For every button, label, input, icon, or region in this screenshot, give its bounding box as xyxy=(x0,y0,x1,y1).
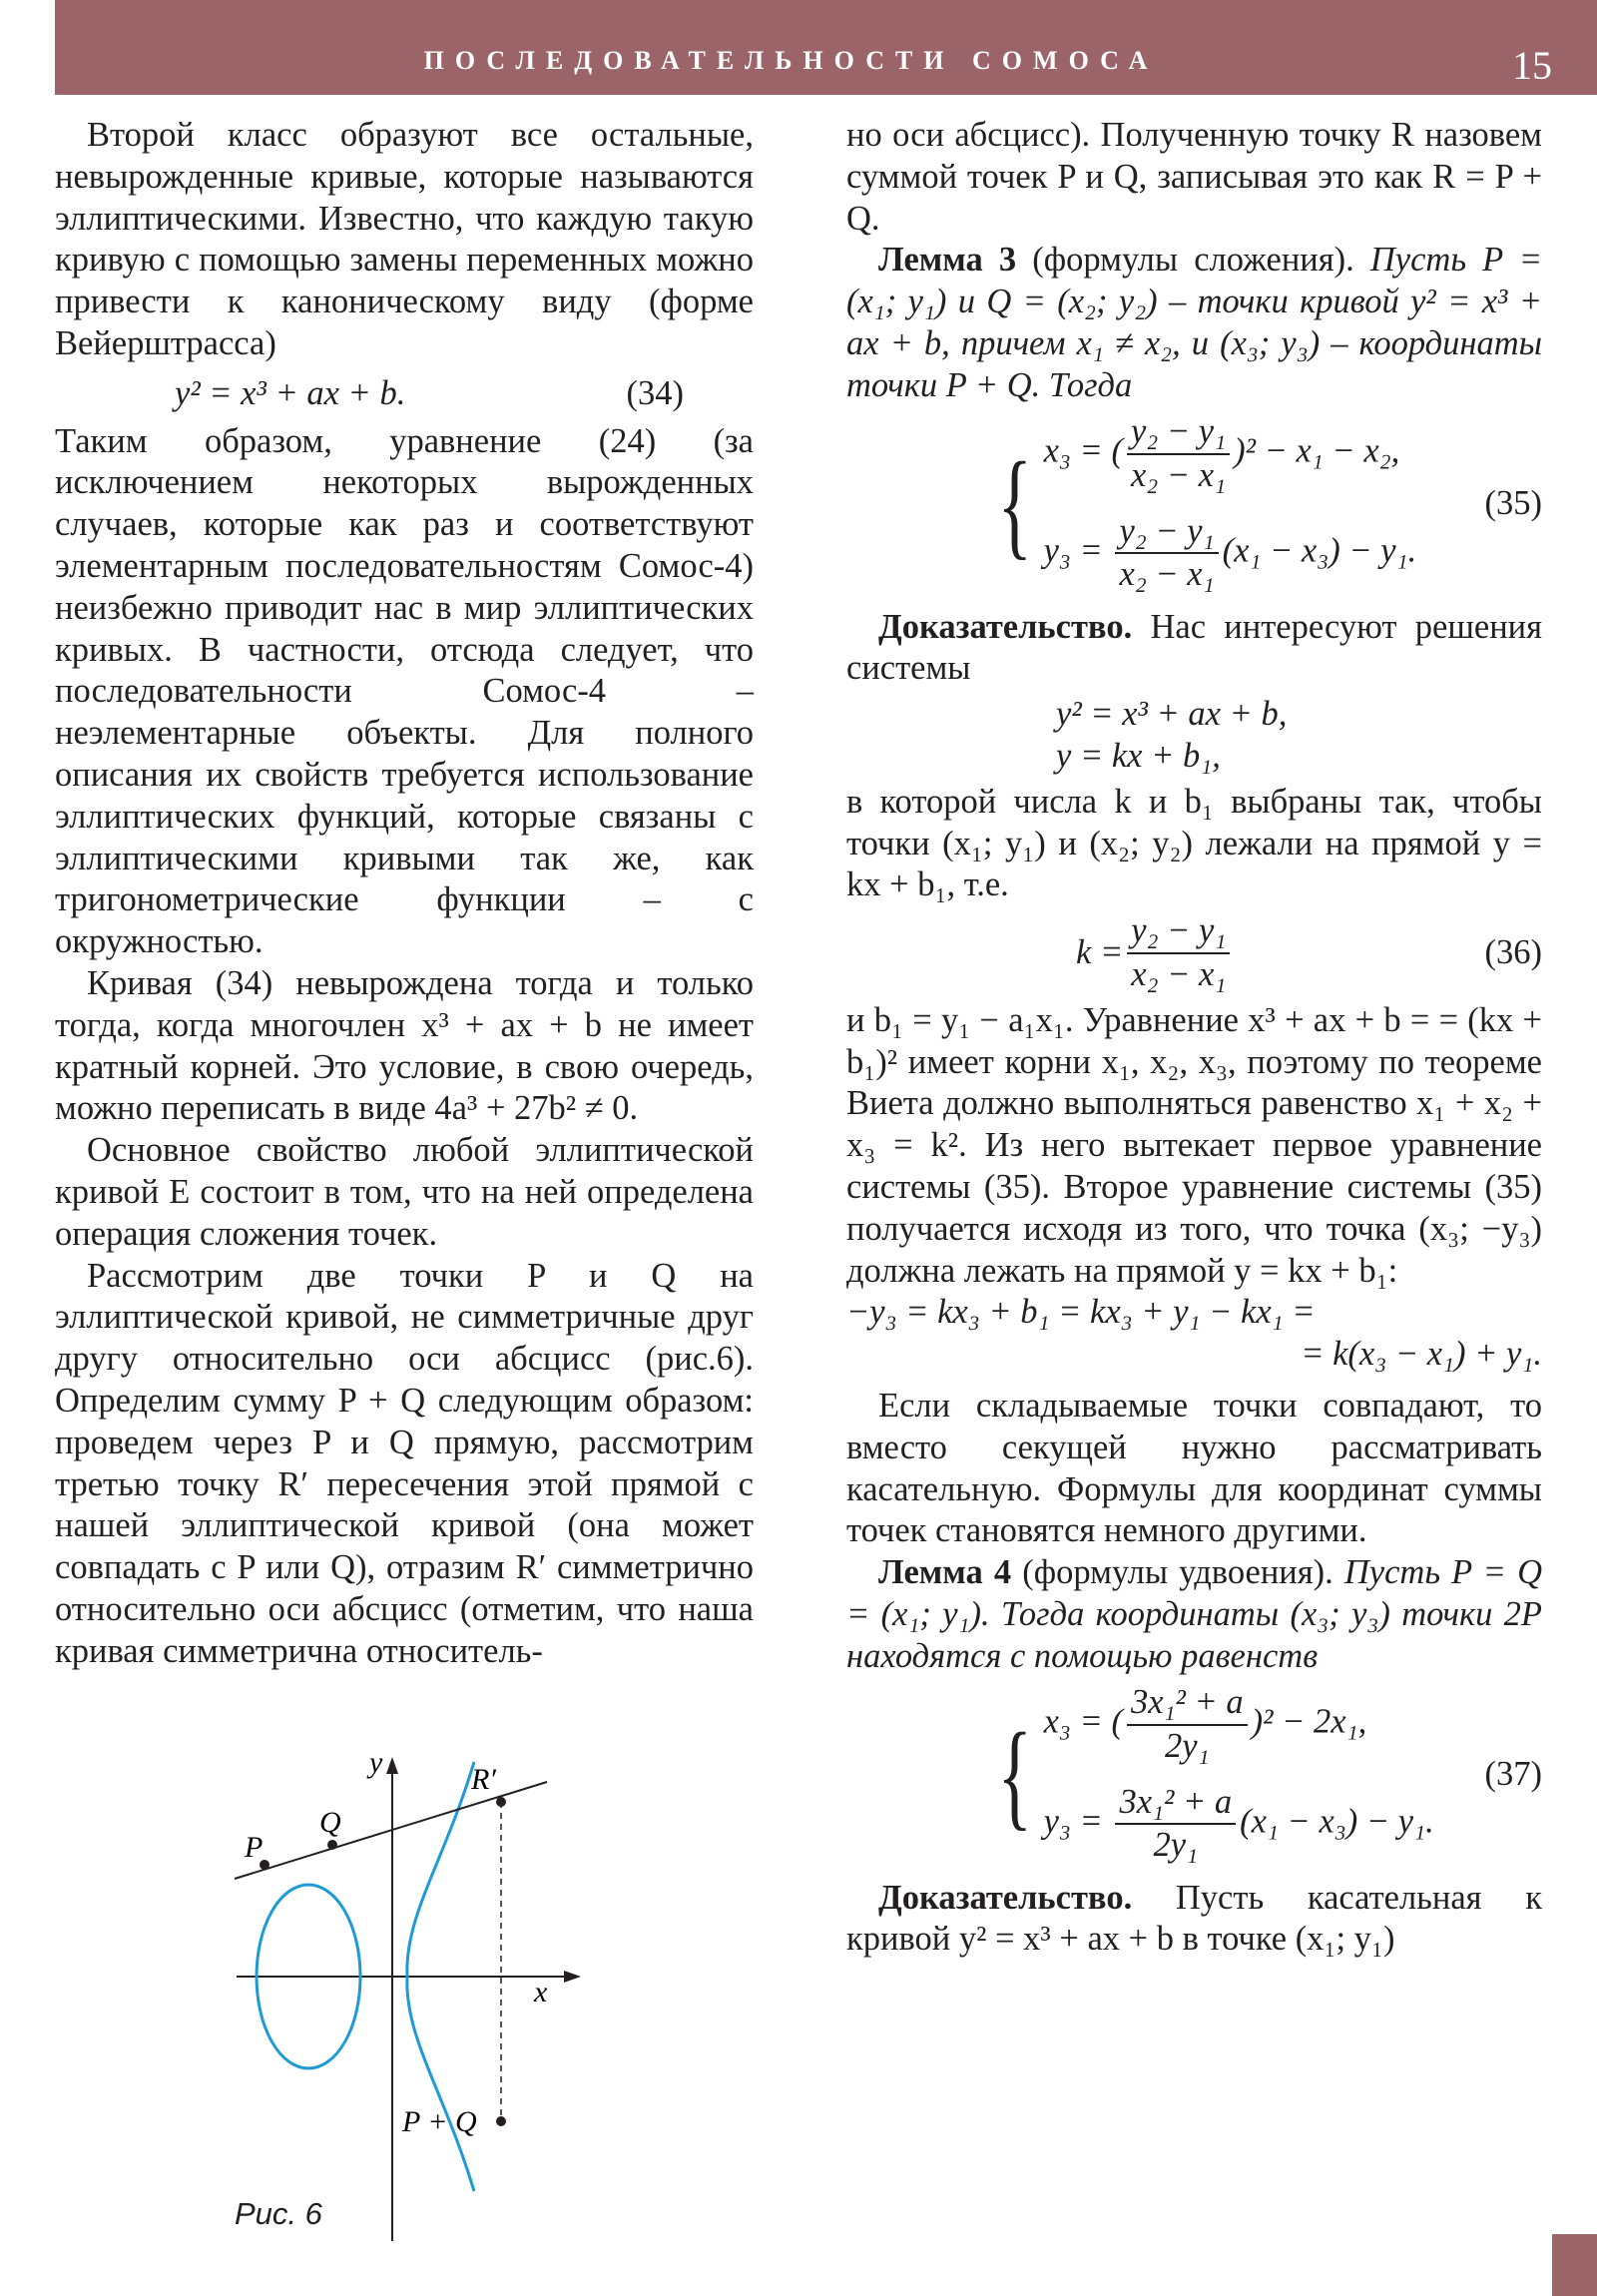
lemma-text: Пусть P = Q = (x₁; y₁). Тогда координаты (x₃; y₃) точки 2P находятся с помощью равенств xyxy=(846,1553,1542,1675)
lemma-title: Лемма 4 xyxy=(878,1553,1012,1592)
proof-2 xyxy=(846,1878,1542,1962)
x-axis-arrow xyxy=(564,1971,581,1983)
equation-34 xyxy=(175,373,684,415)
fraction-den: x₂ − x₁ xyxy=(1131,954,1227,993)
elliptic-curve-figure xyxy=(220,1752,589,2251)
equation-line: x₃ = ( $\frac{\text{y₂ − y₁}}{\text{x₂ − x₁}}$ )² − x₁ − x₂, xyxy=(1044,411,1485,497)
equation-rest: (x₁ − x₃) − y₁. xyxy=(1240,1802,1434,1841)
equation-36 xyxy=(846,910,1542,996)
derivation-line: = k(x₃ − x₁) + y₁. xyxy=(1301,1335,1542,1374)
equation-number: (37) xyxy=(1484,1754,1542,1793)
lemma-note: (формулы сложения). xyxy=(1032,241,1354,280)
paragraph: Основное свойство любой эллиптической кривой E состоит в том, что на ней определена операция сложения точек. xyxy=(55,1131,754,1253)
label-x: x xyxy=(534,1976,548,2009)
proof-label: Доказательство. xyxy=(878,1878,1133,1917)
paragraph: Второй класс образуют все остальные, невырожденные кривые, которые называются эллиптическими. Известно, что каждую такую кривую с помощью замены переменных можно привести к каноническому виду (форме Вейерштрасса) xyxy=(55,116,754,362)
running-title: ПОСЛЕДОВАТЕЛЬНОСТИ СОМОСА xyxy=(423,46,1159,75)
paragraph: Рассмотрим две точки P и Q на эллиптической кривой, не симметричные друг другу относительно оси абсцисс (рис.6). Определим сумму P + Q следующим образом: проведем через P и Q прямую, рассмотрим третью точку R′ пересечения этой прямой с нашей эллиптической кривой (она может совпадать с P или Q), отразим R′ симметрично относительно оси абсцисс (отметим, что наша кривая симметрична относитель- xyxy=(55,1256,754,1670)
fraction-den: 2y₁ xyxy=(1153,1826,1199,1865)
proof-label: Доказательство. xyxy=(878,607,1133,646)
derivation-line: −y₃ = kx₃ + b₁ = kx₃ + y₁ − kx₁ = xyxy=(846,1293,1316,1332)
equation-line xyxy=(1044,511,1485,597)
fraction-num: y₂ − y₁ xyxy=(1127,411,1230,455)
fraction-num: y₂ − y₁ xyxy=(1115,511,1218,555)
paragraph: Если складываемые точки совпадают, то вместо секущей нужно рассматривать касательную. Формулы для координат суммы точек становятся немного другими. xyxy=(846,1386,1542,1550)
point-p-plus-q xyxy=(496,2116,506,2126)
point-q xyxy=(327,1840,337,1850)
proof-1 xyxy=(846,607,1542,691)
paragraph: в которой числа k и b₁ выбраны так, чтобы точки (x₁; y₁) и (x₂; y₂) лежали на прямой y = kx + b₁, т.е. xyxy=(846,782,1542,904)
equation-number: (36) xyxy=(1484,933,1542,972)
equation-lhs: y₃ = xyxy=(1043,1802,1103,1841)
equation-number: (35) xyxy=(1484,483,1542,522)
page-number: 15 xyxy=(1512,43,1552,88)
fraction-num: y₂ − y₁ xyxy=(1127,910,1230,954)
paragraph: Кривая (34) невырождена тогда и только тогда, когда многочлен x³ + ax + b не имеет кратный корней. Это условие, в свою очередь, можно переписать в виде 4a³ + 27b² ≠ 0. xyxy=(55,963,754,1128)
label-r-prime: R′ xyxy=(471,1763,496,1796)
paragraph: но оси абсцисс). Полученную точку R назовем суммой точек P и Q, записывая это как R = P + Q. xyxy=(846,116,1542,238)
fraction-num: 3x₁² + a xyxy=(1127,1682,1248,1726)
equation-rest: ² − 2x₁, xyxy=(1263,1702,1367,1741)
lemma-title: Лемма 3 xyxy=(878,241,1017,280)
fraction-den: x₂ − x₁ xyxy=(1119,555,1215,594)
secant-line xyxy=(235,1782,547,1879)
equation-rest: (x₁ − x₃) − y₁. xyxy=(1222,531,1417,570)
paragraph: Таким образом, уравнение (24) (за исключением некоторых вырожденных случаев, которые как раз и соответствуют элементарным последовательностям Сомос-4) неизбежно приводит нас в мир эллиптических кривых. В частности, отсюда следует, что последовательности Сомос-4 – неэлементарные объекты. Для полного описания их свойств требуется использование эллиптических функций, которые связаны с эллиптическими кривыми так же, как тригонометрические функции – с окружностью. xyxy=(55,421,754,961)
fraction xyxy=(1115,1782,1236,1868)
system-lines xyxy=(1044,1682,1485,1867)
fraction-den: 2y₁ xyxy=(1165,1726,1210,1765)
proof-text: Нас интересуют решения системы xyxy=(846,607,1542,688)
equation-lhs: x₃ = xyxy=(1043,1702,1103,1741)
equation-line xyxy=(1044,1782,1485,1868)
system-brace: { xyxy=(997,436,1033,570)
proof-text: Пусть касательная к кривой y² = x³ + ax + b в точке (x₁; y₁) xyxy=(846,1878,1542,1959)
lemma-3 xyxy=(846,240,1542,406)
y-axis-arrow xyxy=(386,1757,398,1774)
system-line: y² = x³ + ax + b, xyxy=(1056,695,1288,734)
lemma-note: (формулы удвоения). xyxy=(1022,1553,1333,1592)
fraction xyxy=(1127,1682,1248,1768)
right-column xyxy=(846,115,1542,1961)
running-header xyxy=(55,0,1597,95)
equation-lhs: x₃ = xyxy=(1043,431,1103,470)
system-equation xyxy=(1056,694,1542,778)
paragraph: и b₁ = y₁ − a₁x₁. Уравнение x³ + ax + b = = (kx + b₁)² имеет корни x₁, x₂, x₃, поэтому по теореме Виета должно выполняться равенство x₁ + x₂ + x₃ = k². Из него вытекает первое уравнение системы (35). Второе уравнение системы (35) получается исходя из того, что точка (x₃; −y₃) должна лежать на прямой y = kx + b₁: xyxy=(846,1000,1542,1290)
label-p-plus-q: P + Q xyxy=(402,2105,477,2138)
system-line: y = kx + b₁, xyxy=(1056,736,1221,775)
label-q: Q xyxy=(319,1806,341,1839)
equation-37 xyxy=(846,1680,1542,1870)
system-brace: { xyxy=(997,1707,1033,1841)
fraction xyxy=(1127,910,1230,996)
fraction-den: x₂ − x₁ xyxy=(1130,455,1227,494)
fraction-num: 3x₁² + a xyxy=(1115,1782,1236,1826)
system-lines xyxy=(1044,411,1485,596)
equation-line: x₃ = ( $\frac{\text{3x₁² + a}}{\text{2y₁}}$ )² − 2x₁, xyxy=(1044,1682,1485,1768)
equation-lhs: y₃ = xyxy=(1043,531,1103,570)
label-y: y xyxy=(369,1752,383,1779)
fraction xyxy=(1115,511,1218,597)
equation-lhs: k = xyxy=(1076,933,1124,972)
equation-rest: ² − x₁ − x₂, xyxy=(1245,431,1400,470)
equation-text: y² = x³ + ax + b. xyxy=(175,373,406,412)
fraction xyxy=(1127,411,1230,497)
lemma-text: Пусть P = (x₁; y₁) и Q = (x₂; y₂) – точки кривой y² = x³ + ax + b, причем x₁ ≠ x₂, и (x₃; y₃) – координаты точки P + Q. Тогда xyxy=(846,241,1542,404)
label-p: P xyxy=(245,1831,264,1864)
equation-35 xyxy=(846,409,1542,599)
figure-caption: Рис. 6 xyxy=(235,2196,322,2231)
left-column xyxy=(55,115,754,1672)
lemma-4 xyxy=(846,1552,1542,1677)
point-r-prime xyxy=(496,1797,506,1807)
page-corner-tab xyxy=(1552,2234,1597,2296)
equation-number: (34) xyxy=(626,373,684,412)
